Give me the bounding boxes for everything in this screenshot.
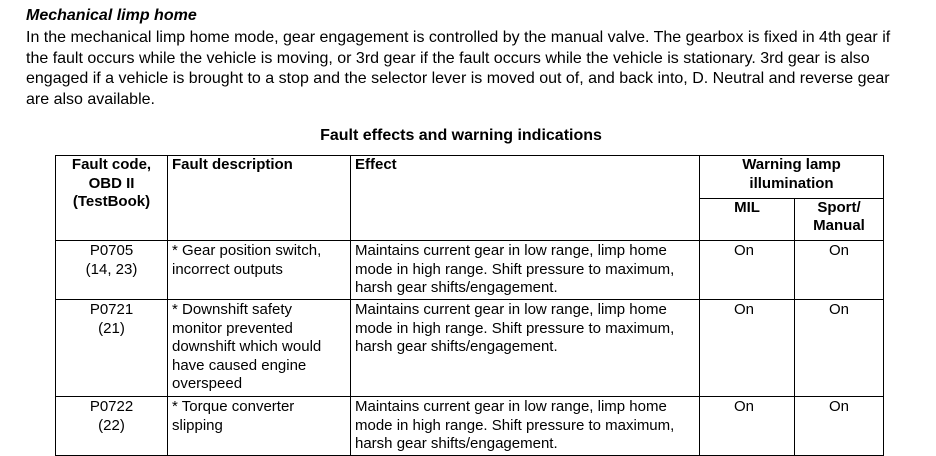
fault-description: * Downshift safety monitor prevented downshift which would have caused engine overspeed bbox=[168, 300, 351, 397]
table-row bbox=[56, 241, 884, 300]
header-fault-code: Fault code, OBD II (TestBook) bbox=[56, 156, 168, 241]
mil-status: On bbox=[700, 397, 795, 456]
header-effect: Effect bbox=[351, 156, 700, 241]
fault-code-cell bbox=[56, 241, 168, 300]
mil-status: On bbox=[700, 241, 795, 300]
header-sport-manual: Sport/ Manual bbox=[795, 198, 884, 241]
header-fault-description: Fault description bbox=[168, 156, 351, 241]
effect: Maintains current gear in low range, limp home mode in high range. Shift pressure to maximum, harsh gear shifts/engagement. bbox=[351, 241, 700, 300]
sport-manual-status: On bbox=[795, 241, 884, 300]
table-title: Fault effects and warning indications bbox=[320, 127, 602, 144]
effect: Maintains current gear in low range, limp home mode in high range. Shift pressure to maximum, harsh gear shifts/engagement. bbox=[351, 397, 700, 456]
fault-code: P0705 bbox=[89, 242, 134, 259]
header-mil: MIL bbox=[700, 198, 795, 241]
section-heading: Mechanical limp home bbox=[26, 7, 197, 24]
sport-manual-status: On bbox=[795, 300, 884, 397]
table-row bbox=[56, 397, 884, 456]
fault-code-cell bbox=[56, 300, 168, 397]
fault-effects-table bbox=[55, 155, 884, 456]
fault-code: P0721 bbox=[89, 301, 134, 318]
sport-manual-status: On bbox=[795, 397, 884, 456]
mil-status: On bbox=[700, 300, 795, 397]
fault-code: P0722 bbox=[89, 398, 134, 415]
fault-code-cell bbox=[56, 397, 168, 456]
table-row bbox=[56, 300, 884, 397]
testbook-code: (22) bbox=[98, 416, 125, 434]
fault-description: * Torque converter slipping bbox=[168, 397, 351, 456]
effect: Maintains current gear in low range, limp home mode in high range. Shift pressure to maximum, harsh gear shifts/engagement. bbox=[351, 300, 700, 397]
testbook-code: (21) bbox=[98, 319, 125, 337]
fault-description: * Gear position switch, incorrect outputs bbox=[168, 241, 351, 300]
header-warning-lamp: Warning lamp illumination bbox=[700, 156, 884, 199]
testbook-code: (14, 23) bbox=[85, 260, 138, 278]
intro-paragraph: In the mechanical limp home mode, gear engagement is controlled by the manual valve. The gearbox is fixed in 4th gear if the fault occurs while the vehicle is moving, or 3rd gear if the fault occurs while the vehicle is stationary. 3rd gear is also engaged if a vehicle is brought to a stop and the selector lever is moved out of, and back into, D. Neutral and reverse gear are also available. bbox=[26, 29, 891, 108]
